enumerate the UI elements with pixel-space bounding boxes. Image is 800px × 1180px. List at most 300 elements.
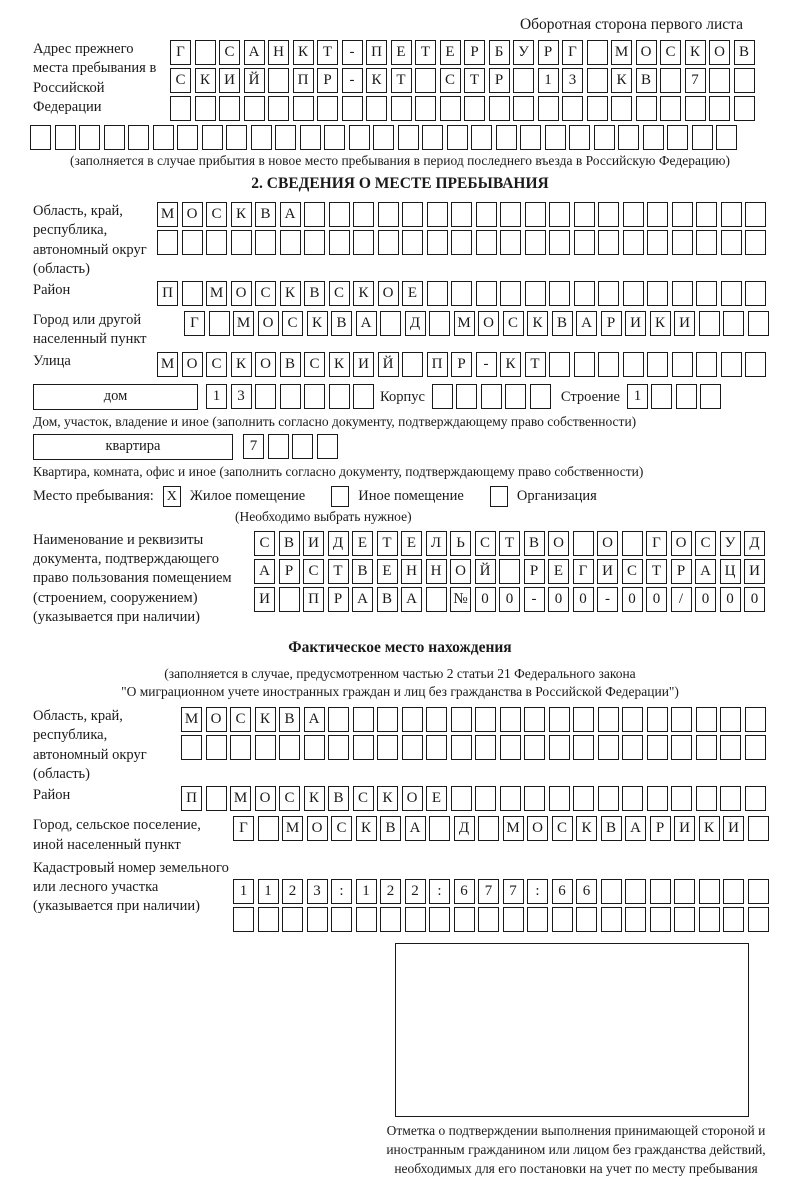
char-box[interactable] xyxy=(356,907,377,932)
char-box[interactable] xyxy=(378,202,399,227)
char-box[interactable]: С xyxy=(552,816,573,841)
char-box[interactable]: 3 xyxy=(307,879,328,904)
char-box[interactable] xyxy=(676,384,697,409)
char-box[interactable] xyxy=(549,281,570,306)
char-box[interactable]: Д xyxy=(454,816,475,841)
char-box[interactable]: 3 xyxy=(231,384,252,409)
char-box[interactable]: Е xyxy=(377,559,398,584)
char-box[interactable] xyxy=(182,281,203,306)
char-box[interactable]: Д xyxy=(405,311,426,336)
char-box[interactable] xyxy=(500,735,521,760)
char-box[interactable] xyxy=(353,384,374,409)
char-box[interactable]: - xyxy=(342,68,363,93)
char-box[interactable] xyxy=(255,384,276,409)
char-box[interactable] xyxy=(748,311,769,336)
char-box[interactable] xyxy=(716,125,737,150)
char-box[interactable] xyxy=(251,125,272,150)
char-box[interactable] xyxy=(573,531,594,556)
char-box[interactable] xyxy=(104,125,125,150)
char-box[interactable] xyxy=(587,68,608,93)
char-box[interactable]: Е xyxy=(548,559,569,584)
char-box[interactable] xyxy=(647,352,668,377)
char-box[interactable] xyxy=(426,587,447,612)
char-box[interactable] xyxy=(476,202,497,227)
char-box[interactable]: / xyxy=(671,587,692,612)
char-box[interactable]: 1 xyxy=(206,384,227,409)
char-box[interactable]: В xyxy=(636,68,657,93)
char-box[interactable] xyxy=(667,125,688,150)
char-box[interactable] xyxy=(671,786,692,811)
char-box[interactable] xyxy=(721,230,742,255)
char-box[interactable] xyxy=(622,531,643,556)
char-box[interactable] xyxy=(527,907,548,932)
char-box[interactable]: 0 xyxy=(499,587,520,612)
char-box[interactable]: Р xyxy=(650,816,671,841)
char-box[interactable] xyxy=(353,202,374,227)
char-box[interactable]: Е xyxy=(426,786,447,811)
char-box[interactable] xyxy=(696,281,717,306)
char-box[interactable] xyxy=(748,816,769,841)
char-box[interactable] xyxy=(128,125,149,150)
char-box[interactable]: О xyxy=(402,786,423,811)
char-box[interactable] xyxy=(427,230,448,255)
char-box[interactable]: М xyxy=(454,311,475,336)
char-box[interactable] xyxy=(574,202,595,227)
char-box[interactable]: О xyxy=(709,40,730,65)
char-box[interactable]: У xyxy=(513,40,534,65)
char-box[interactable]: 1 xyxy=(233,879,254,904)
char-box[interactable] xyxy=(464,96,485,121)
char-box[interactable]: К xyxy=(231,352,252,377)
char-box[interactable] xyxy=(552,907,573,932)
char-box[interactable] xyxy=(503,907,524,932)
char-box[interactable]: 0 xyxy=(646,587,667,612)
kvartira-field[interactable]: квартира xyxy=(33,434,233,460)
char-box[interactable]: С xyxy=(329,281,350,306)
char-box[interactable]: 1 xyxy=(258,879,279,904)
char-box[interactable]: С xyxy=(230,707,251,732)
char-box[interactable]: 0 xyxy=(720,587,741,612)
char-box[interactable] xyxy=(587,96,608,121)
char-box[interactable] xyxy=(696,735,717,760)
char-box[interactable]: Д xyxy=(328,531,349,556)
char-box[interactable]: С xyxy=(304,352,325,377)
char-box[interactable] xyxy=(471,125,492,150)
char-box[interactable] xyxy=(625,907,646,932)
char-box[interactable]: 2 xyxy=(282,879,303,904)
char-box[interactable]: Д xyxy=(744,531,765,556)
char-box[interactable]: Р xyxy=(524,559,545,584)
char-box[interactable] xyxy=(594,125,615,150)
char-box[interactable] xyxy=(478,907,499,932)
char-box[interactable] xyxy=(500,281,521,306)
char-box[interactable] xyxy=(623,230,644,255)
char-box[interactable]: И xyxy=(254,587,275,612)
char-box[interactable] xyxy=(611,96,632,121)
char-box[interactable]: С xyxy=(331,816,352,841)
char-box[interactable]: Ц xyxy=(720,559,741,584)
char-box[interactable]: С xyxy=(282,311,303,336)
char-box[interactable] xyxy=(496,125,517,150)
char-box[interactable] xyxy=(524,735,545,760)
char-box[interactable] xyxy=(427,202,448,227)
char-box[interactable] xyxy=(342,96,363,121)
char-box[interactable] xyxy=(562,96,583,121)
char-box[interactable] xyxy=(219,96,240,121)
char-box[interactable] xyxy=(476,281,497,306)
char-box[interactable] xyxy=(598,230,619,255)
char-box[interactable]: М xyxy=(157,352,178,377)
char-box[interactable] xyxy=(402,735,423,760)
char-box[interactable]: К xyxy=(377,786,398,811)
char-box[interactable]: О xyxy=(258,311,279,336)
char-box[interactable]: С xyxy=(279,786,300,811)
char-box[interactable] xyxy=(699,311,720,336)
char-box[interactable] xyxy=(545,125,566,150)
char-box[interactable] xyxy=(549,352,570,377)
char-box[interactable]: А xyxy=(625,816,646,841)
char-box[interactable]: О xyxy=(231,281,252,306)
char-box[interactable]: А xyxy=(254,559,275,584)
char-box[interactable]: А xyxy=(356,311,377,336)
char-box[interactable] xyxy=(195,96,216,121)
char-box[interactable] xyxy=(328,707,349,732)
char-box[interactable]: А xyxy=(695,559,716,584)
char-box[interactable] xyxy=(699,879,720,904)
char-box[interactable]: О xyxy=(378,281,399,306)
char-box[interactable] xyxy=(598,707,619,732)
char-box[interactable]: Ь xyxy=(450,531,471,556)
char-box[interactable] xyxy=(723,907,744,932)
char-box[interactable] xyxy=(745,230,766,255)
char-box[interactable]: М xyxy=(157,202,178,227)
char-box[interactable] xyxy=(622,735,643,760)
char-box[interactable] xyxy=(353,230,374,255)
char-box[interactable] xyxy=(451,735,472,760)
char-box[interactable] xyxy=(373,125,394,150)
char-box[interactable]: М xyxy=(233,311,254,336)
char-box[interactable] xyxy=(573,735,594,760)
char-box[interactable]: О xyxy=(548,531,569,556)
char-box[interactable]: К xyxy=(280,281,301,306)
char-box[interactable] xyxy=(349,125,370,150)
char-box[interactable]: О xyxy=(307,816,328,841)
char-box[interactable] xyxy=(405,907,426,932)
char-box[interactable]: Т xyxy=(464,68,485,93)
char-box[interactable] xyxy=(451,281,472,306)
char-box[interactable] xyxy=(255,735,276,760)
char-box[interactable]: Р xyxy=(601,311,622,336)
char-box[interactable] xyxy=(745,202,766,227)
char-box[interactable] xyxy=(489,96,510,121)
char-box[interactable]: А xyxy=(576,311,597,336)
char-box[interactable] xyxy=(525,202,546,227)
char-box[interactable]: В xyxy=(377,587,398,612)
char-box[interactable] xyxy=(622,786,643,811)
checkbox-zhiloe[interactable]: X xyxy=(163,486,181,507)
char-box[interactable] xyxy=(226,125,247,150)
char-box[interactable] xyxy=(429,907,450,932)
char-box[interactable] xyxy=(672,352,693,377)
char-box[interactable]: : xyxy=(429,879,450,904)
char-box[interactable]: Е xyxy=(401,531,422,556)
char-box[interactable] xyxy=(745,281,766,306)
char-box[interactable] xyxy=(549,786,570,811)
char-box[interactable] xyxy=(692,125,713,150)
char-box[interactable] xyxy=(415,68,436,93)
char-box[interactable] xyxy=(258,816,279,841)
char-box[interactable] xyxy=(456,384,477,409)
char-box[interactable] xyxy=(598,281,619,306)
char-box[interactable]: М xyxy=(230,786,251,811)
char-box[interactable]: С xyxy=(660,40,681,65)
char-box[interactable] xyxy=(258,907,279,932)
char-box[interactable]: И xyxy=(303,531,324,556)
char-box[interactable] xyxy=(573,707,594,732)
char-box[interactable]: А xyxy=(280,202,301,227)
char-box[interactable]: К xyxy=(293,40,314,65)
char-box[interactable]: 0 xyxy=(744,587,765,612)
char-box[interactable]: Р xyxy=(489,68,510,93)
char-box[interactable] xyxy=(55,125,76,150)
char-box[interactable] xyxy=(402,202,423,227)
char-box[interactable] xyxy=(182,230,203,255)
char-box[interactable]: 7 xyxy=(478,879,499,904)
char-box[interactable] xyxy=(481,384,502,409)
char-box[interactable] xyxy=(618,125,639,150)
char-box[interactable]: О xyxy=(255,786,276,811)
char-box[interactable] xyxy=(447,125,468,150)
char-box[interactable] xyxy=(647,202,668,227)
char-box[interactable]: М xyxy=(206,281,227,306)
char-box[interactable]: А xyxy=(244,40,265,65)
char-box[interactable] xyxy=(268,68,289,93)
char-box[interactable] xyxy=(569,125,590,150)
char-box[interactable]: О xyxy=(597,531,618,556)
char-box[interactable] xyxy=(574,281,595,306)
char-box[interactable]: И xyxy=(625,311,646,336)
char-box[interactable] xyxy=(317,96,338,121)
char-box[interactable]: Р xyxy=(538,40,559,65)
char-box[interactable] xyxy=(293,96,314,121)
char-box[interactable]: М xyxy=(181,707,202,732)
char-box[interactable]: Р xyxy=(279,559,300,584)
char-box[interactable] xyxy=(451,230,472,255)
char-box[interactable] xyxy=(745,786,766,811)
char-box[interactable] xyxy=(307,907,328,932)
char-box[interactable]: С xyxy=(440,68,461,93)
char-box[interactable] xyxy=(601,907,622,932)
char-box[interactable] xyxy=(696,707,717,732)
char-box[interactable]: С xyxy=(353,786,374,811)
char-box[interactable]: 0 xyxy=(548,587,569,612)
char-box[interactable] xyxy=(598,352,619,377)
char-box[interactable]: 6 xyxy=(576,879,597,904)
char-box[interactable] xyxy=(398,125,419,150)
char-box[interactable]: В xyxy=(524,531,545,556)
char-box[interactable]: С xyxy=(206,352,227,377)
char-box[interactable]: 3 xyxy=(562,68,583,93)
char-box[interactable] xyxy=(513,96,534,121)
char-box[interactable]: О xyxy=(478,311,499,336)
char-box[interactable]: В xyxy=(552,311,573,336)
char-box[interactable]: О xyxy=(255,352,276,377)
char-box[interactable] xyxy=(380,311,401,336)
char-box[interactable]: 7 xyxy=(243,434,264,459)
char-box[interactable] xyxy=(505,384,526,409)
char-box[interactable] xyxy=(721,352,742,377)
char-box[interactable]: П xyxy=(157,281,178,306)
char-box[interactable]: К xyxy=(304,786,325,811)
char-box[interactable] xyxy=(573,786,594,811)
char-box[interactable] xyxy=(402,230,423,255)
char-box[interactable] xyxy=(451,202,472,227)
char-box[interactable] xyxy=(415,96,436,121)
char-box[interactable] xyxy=(647,735,668,760)
char-box[interactable]: К xyxy=(699,816,720,841)
char-box[interactable]: С xyxy=(219,40,240,65)
char-box[interactable] xyxy=(647,230,668,255)
char-box[interactable]: У xyxy=(720,531,741,556)
char-box[interactable] xyxy=(328,735,349,760)
char-box[interactable] xyxy=(623,202,644,227)
char-box[interactable]: Т xyxy=(377,531,398,556)
char-box[interactable] xyxy=(651,384,672,409)
char-box[interactable]: А xyxy=(401,587,422,612)
char-box[interactable]: С xyxy=(475,531,496,556)
char-box[interactable] xyxy=(181,735,202,760)
char-box[interactable] xyxy=(206,230,227,255)
char-box[interactable]: С xyxy=(622,559,643,584)
char-box[interactable]: В xyxy=(279,707,300,732)
char-box[interactable] xyxy=(500,202,521,227)
char-box[interactable] xyxy=(723,879,744,904)
char-box[interactable] xyxy=(696,202,717,227)
char-box[interactable] xyxy=(391,96,412,121)
char-box[interactable] xyxy=(451,707,472,732)
char-box[interactable] xyxy=(720,735,741,760)
char-box[interactable] xyxy=(280,230,301,255)
char-box[interactable] xyxy=(672,202,693,227)
char-box[interactable]: 0 xyxy=(622,587,643,612)
char-box[interactable]: М xyxy=(503,816,524,841)
char-box[interactable] xyxy=(674,879,695,904)
char-box[interactable]: Г xyxy=(184,311,205,336)
char-box[interactable]: К xyxy=(195,68,216,93)
char-box[interactable] xyxy=(674,907,695,932)
char-box[interactable] xyxy=(696,352,717,377)
char-box[interactable] xyxy=(268,96,289,121)
char-box[interactable]: Т xyxy=(499,531,520,556)
char-box[interactable] xyxy=(625,879,646,904)
char-box[interactable] xyxy=(598,786,619,811)
char-box[interactable]: К xyxy=(353,281,374,306)
char-box[interactable]: Л xyxy=(426,531,447,556)
char-box[interactable] xyxy=(671,707,692,732)
char-box[interactable]: Р xyxy=(464,40,485,65)
char-box[interactable]: Е xyxy=(391,40,412,65)
char-box[interactable]: И xyxy=(219,68,240,93)
char-box[interactable] xyxy=(574,352,595,377)
char-box[interactable] xyxy=(268,434,289,459)
char-box[interactable] xyxy=(429,311,450,336)
char-box[interactable] xyxy=(304,202,325,227)
char-box[interactable]: К xyxy=(366,68,387,93)
char-box[interactable]: № xyxy=(450,587,471,612)
char-box[interactable]: С xyxy=(303,559,324,584)
char-box[interactable]: Н xyxy=(268,40,289,65)
char-box[interactable]: К xyxy=(329,352,350,377)
char-box[interactable] xyxy=(723,311,744,336)
char-box[interactable]: 6 xyxy=(454,879,475,904)
char-box[interactable]: К xyxy=(231,202,252,227)
char-box[interactable] xyxy=(317,434,338,459)
char-box[interactable]: В xyxy=(255,202,276,227)
char-box[interactable] xyxy=(650,907,671,932)
char-box[interactable] xyxy=(244,96,265,121)
checkbox-inoe[interactable] xyxy=(331,486,349,507)
char-box[interactable]: : xyxy=(331,879,352,904)
char-box[interactable] xyxy=(209,311,230,336)
char-box[interactable] xyxy=(538,96,559,121)
char-box[interactable] xyxy=(549,735,570,760)
char-box[interactable]: С xyxy=(503,311,524,336)
char-box[interactable]: К xyxy=(685,40,706,65)
char-box[interactable]: : xyxy=(527,879,548,904)
char-box[interactable]: Г xyxy=(562,40,583,65)
char-box[interactable]: Т xyxy=(317,40,338,65)
char-box[interactable]: Й xyxy=(475,559,496,584)
char-box[interactable] xyxy=(524,786,545,811)
char-box[interactable] xyxy=(195,40,216,65)
char-box[interactable] xyxy=(696,230,717,255)
char-box[interactable] xyxy=(709,96,730,121)
char-box[interactable]: П xyxy=(366,40,387,65)
char-box[interactable]: - xyxy=(597,587,618,612)
char-box[interactable] xyxy=(643,125,664,150)
char-box[interactable] xyxy=(331,907,352,932)
char-box[interactable] xyxy=(500,786,521,811)
char-box[interactable]: Г xyxy=(233,816,254,841)
char-box[interactable] xyxy=(647,786,668,811)
char-box[interactable]: О xyxy=(182,202,203,227)
char-box[interactable] xyxy=(476,230,497,255)
char-box[interactable]: А xyxy=(405,816,426,841)
char-box[interactable] xyxy=(499,559,520,584)
char-box[interactable] xyxy=(720,786,741,811)
char-box[interactable]: 0 xyxy=(695,587,716,612)
char-box[interactable]: 7 xyxy=(503,879,524,904)
char-box[interactable] xyxy=(282,907,303,932)
char-box[interactable]: С xyxy=(170,68,191,93)
char-box[interactable] xyxy=(748,907,769,932)
char-box[interactable]: Й xyxy=(244,68,265,93)
char-box[interactable] xyxy=(500,230,521,255)
char-box[interactable]: 7 xyxy=(685,68,706,93)
char-box[interactable] xyxy=(366,96,387,121)
char-box[interactable] xyxy=(587,40,608,65)
char-box[interactable]: М xyxy=(611,40,632,65)
char-box[interactable] xyxy=(525,230,546,255)
char-box[interactable]: 1 xyxy=(356,879,377,904)
char-box[interactable]: Т xyxy=(391,68,412,93)
char-box[interactable]: К xyxy=(611,68,632,93)
char-box[interactable] xyxy=(153,125,174,150)
char-box[interactable] xyxy=(549,230,570,255)
char-box[interactable] xyxy=(255,230,276,255)
char-box[interactable]: О xyxy=(527,816,548,841)
char-box[interactable]: - xyxy=(476,352,497,377)
